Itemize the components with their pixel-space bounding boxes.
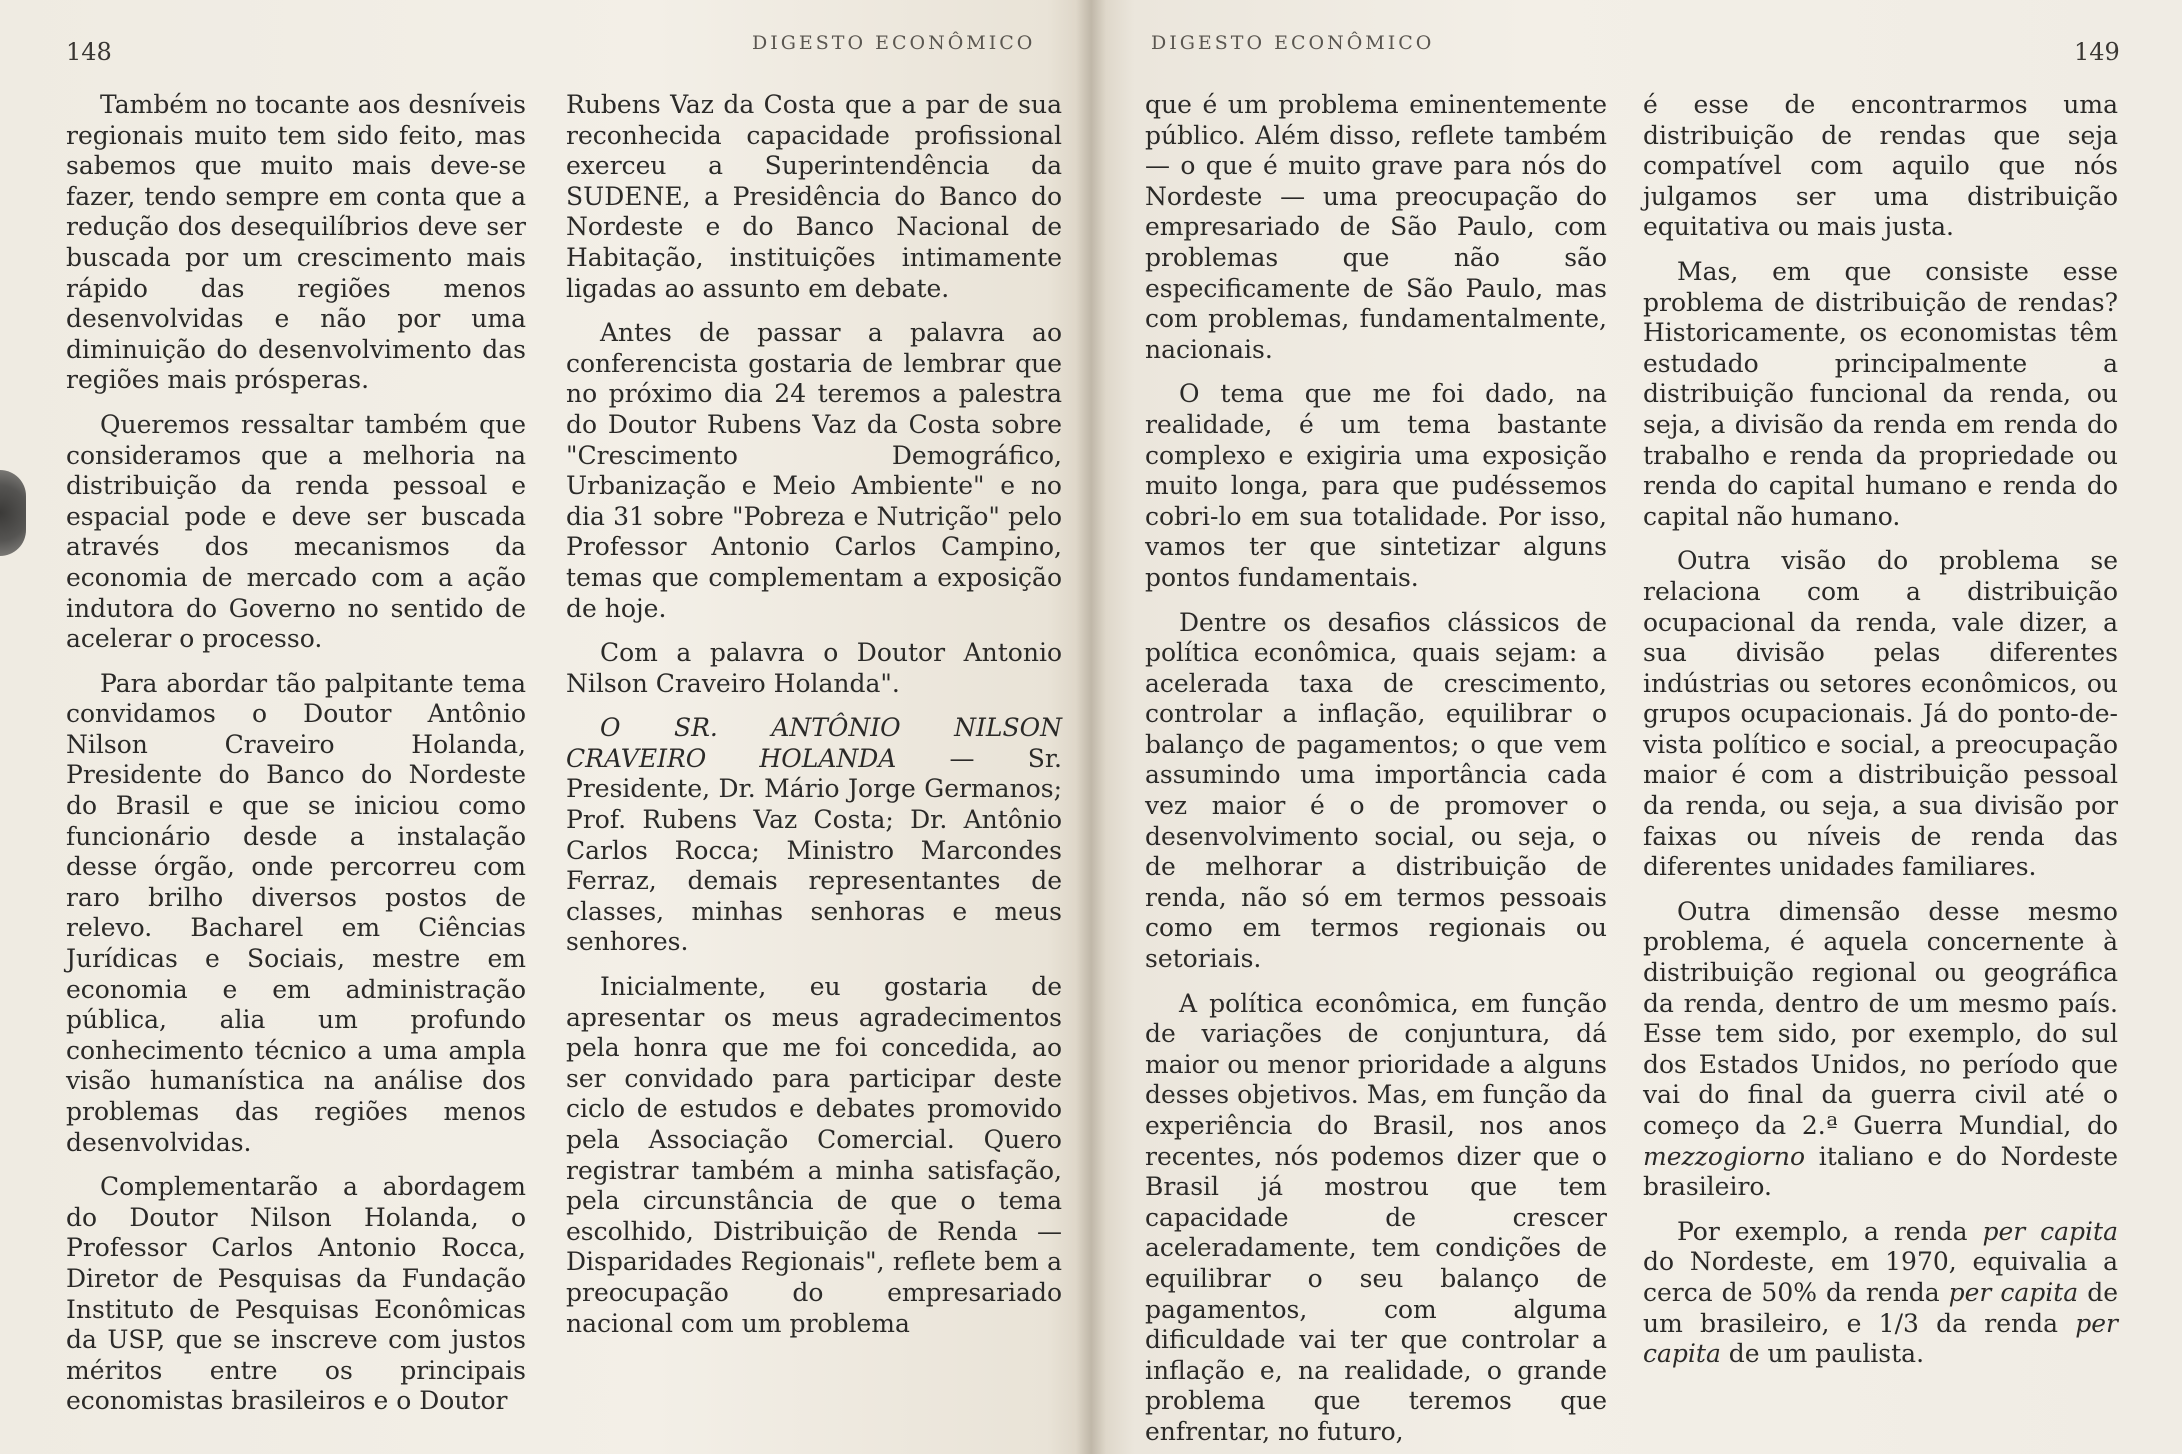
paragraph: Queremos ressaltar também que consideramos que a melhoria na distribuição da renda pessoal e espacial pode e deve ser buscada através dos mecanismos da economia de mercado com a ação indutora do Governo no sentido de acelerar o processo. <box>66 409 526 654</box>
paragraph: A política econômica, em função de variações de conjuntura, dá maior ou menor prioridade a alguns desses objetivos. Mas, em função da experiência do Brasil, nos anos recentes, nós podemos dizer que o Brasil já mostrou que tem capacidade de crescer aceleradamente, tem condições de equilibrar o seu balanço de pagamentos, com alguma dificuldade vai ter que controlar a inflação e, na realidade, o grande problema que teremos que enfrentar, no futuro, <box>1145 988 1607 1446</box>
paragraph: Inicialmente, eu gostaria de apresentar os meus agradecimentos pela honra que me foi concedida, ao ser convidado para participar deste ciclo de estudos e debates promovido pela Associação Comercial. Quero registrar também a minha satisfação, pela circunstância de que o tema escolhido, Distribuição de Renda — Disparidades Regionais", reflete bem a preocupação do empresariado nacional com um problema <box>566 972 1062 1338</box>
paragraph <box>1643 897 2118 1203</box>
paragraph: Com a palavra o Doutor Antonio Nilson Craveiro Holanda". <box>566 638 1062 698</box>
right-column-2 <box>1643 90 2118 1370</box>
binding-hole <box>0 470 26 556</box>
text-run: do Nordeste, em 1970, equivalia a cerca de 50% da renda <box>1643 1247 2118 1307</box>
left-column-1 <box>66 90 526 1417</box>
book-gutter <box>1076 0 1106 1454</box>
paragraph: Também no tocante aos desníveis regionais muito tem sido feito, mas sabemos que muito mais deve-se fazer, tendo sempre em conta que a redução dos desequilíbrios deve ser buscada por um crescimento mais rápido das regiões menos desenvolvidas e não por uma diminuição do desenvolvimento das regiões mais prósperas. <box>66 90 526 395</box>
paragraph: Para abordar tão palpitante tema convidamos o Doutor Antônio Nilson Craveiro Holanda, Presidente do Banco do Nordeste do Brasil e que se iniciou como funcionário desde a instalação desse órgão, onde percorreu com raro brilho diversos postos de relevo. Bacharel em Ciências Jurídicas e Sociais, mestre em economia e em administração pública, alia um profundo conhecimento técnico a uma ampla visão humanística na análise dos problemas das regiões menos desenvolvidas. <box>66 668 526 1157</box>
text-run: de um brasileiro, e 1/3 da renda <box>1643 1277 2118 1338</box>
paragraph: Antes de passar a palavra ao conferencista gostaria de lembrar que no próximo dia 24 teremos a palestra do Doutor Rubens Vaz da Costa sobre "Crescimento Demográfico, Urbanização e Meio Ambiente" e no dia 31 sobre "Pobreza e Nutrição" pelo Professor Antonio Carlos Campino, temas que complementam a exposição de hoje. <box>566 318 1062 623</box>
text-run: Outra dimensão desse mesmo problema, é aquela concernente à distribuição regional ou geográfica da renda, dentro de um mesmo país. Esse tem sido, por exemplo, do sul dos Estados Unidos, no período que vai do final da guerra civil até o começo da 2.ª Guerra Mundial, do <box>1643 896 2118 1140</box>
speaker-salutation: — Sr. Presidente, Dr. Mário Jorge Germanos; Prof. Rubens Vaz Costa; Dr. Antônio Carlos Rocca; Ministro Marcondes Ferraz, demais representantes de classes, minhas senhoras e meus senhores. <box>566 743 1063 957</box>
paragraph: O tema que me foi dado, na realidade, é um tema bastante complexo e exigiria uma exposição muito longa, para que pudéssemos cobri-lo em sua totalidade. Por isso, vamos ter que sintetizar alguns pontos fundamentais. <box>1145 379 1607 592</box>
italic-term: per capita <box>1643 1308 2118 1369</box>
paragraph: Complementarão a abordagem do Doutor Nilson Holanda, o Professor Carlos Antonio Rocca, Diretor de Pesquisas da Fundação Instituto de Pesquisas Econômicas da USP, que se inscreve com justos méritos entre os principais economistas brasileiros e o Doutor <box>66 1172 526 1416</box>
right-page-number: 149 <box>2074 38 2120 66</box>
right-column-1 <box>1145 90 1607 1448</box>
left-page-number: 148 <box>66 38 112 66</box>
right-page <box>1091 0 2182 1454</box>
italic-term: mezzogiorno <box>1643 1141 1806 1171</box>
paragraph <box>1643 1217 2118 1370</box>
text-run: Por exemplo, a renda <box>1677 1216 1983 1246</box>
paragraph: Rubens Vaz da Costa que a par de sua reconhecida capacidade profissional exerceu a Superintendência da SUDENE, a Presidência do Banco do Nordeste e do Banco Nacional de Habitação, instituições intimamente ligadas ao assunto em debate. <box>566 90 1062 303</box>
left-running-head: DIGESTO ECONÔMICO <box>752 32 1036 54</box>
paragraph: que é um problema eminentemente público. Além disso, reflete também — o que é muito grave para nós do Nordeste — uma preocupação do empresariado de São Paulo, com problemas que não são especificamente de São Paulo, mas com problemas, fundamentalmente, nacionais. <box>1145 90 1607 364</box>
paragraph: Outra visão do problema se relaciona com a distribuição ocupacional da renda, vale dizer, a sua divisão pelas diferentes indústrias ou setores econômicos, ou grupos ocupacionais. Já do ponto-de-vista político e social, a preocupação maior é com a distribuição pessoal da renda, ou seja, a sua divisão por faixas ou níveis de renda das diferentes unidades familiares. <box>1643 546 2118 882</box>
speaker-name: O SR. ANTÔNIO NILSON CRAVEIRO HOLANDA <box>566 713 1062 773</box>
left-column-2 <box>566 90 1062 1339</box>
paragraph: Dentre os desafios clássicos de política econômica, quais sejam: a acelerada taxa de crescimento, controlar a inflação, equilibrar o balanço de pagamentos; o que vem assumindo uma importância cada vez maior é o de promover o desenvolvimento social, ou seja, o de melhorar a distribuição de renda, não só em termos pessoais como em termos regionais ou setoriais. <box>1145 607 1607 974</box>
text-run: italiano e do Nordeste brasileiro. <box>1643 1141 2118 1202</box>
speaker-paragraph <box>566 713 1062 958</box>
italic-term: per capita <box>1982 1216 2118 1246</box>
paragraph: Mas, em que consiste esse problema de distribuição de rendas? Historicamente, os economistas têm estudado principalmente a distribuição funcional da renda, ou seja, a divisão da renda em renda do trabalho e renda da propriedade ou renda do capital humano e renda do capital não humano. <box>1643 256 2118 531</box>
right-running-head: DIGESTO ECONÔMICO <box>1151 32 1435 54</box>
paragraph: é esse de encontrarmos uma distribuição de rendas que seja compatível com aquilo que nós julgamos ser uma distribuição equitativa ou mais justa. <box>1643 90 2118 242</box>
italic-term: per capita <box>1948 1277 2079 1307</box>
text-run: de um paulista. <box>1720 1339 1925 1369</box>
